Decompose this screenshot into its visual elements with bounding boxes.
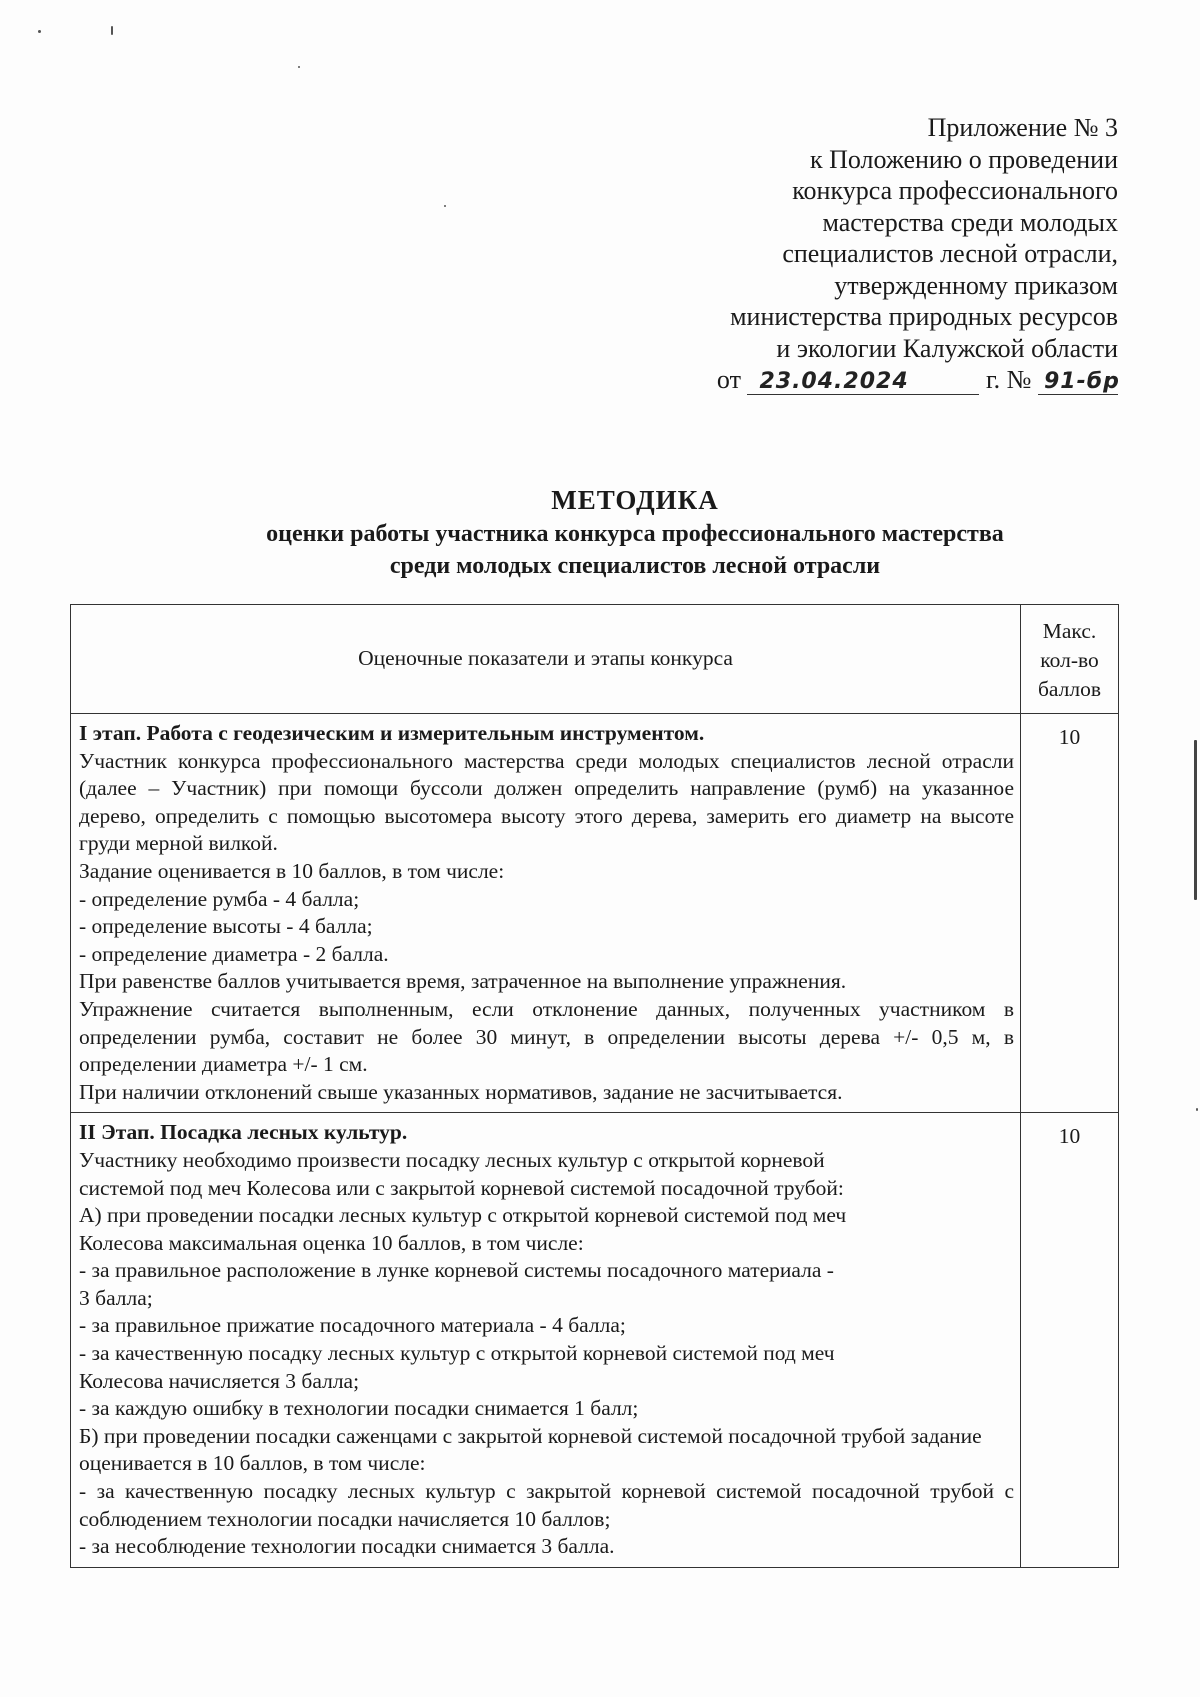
stage-text: Участник конкурса профессионального мастерства среди молодых специалистов лесной отрасли (далее – Участник) при помощи буссоли должен определить направление (румб) на указанное дерево, определить с помощью высотомера высоту этого дерева, замерить его диаметр на высоте груди мерной вилкой.	[79, 748, 1014, 856]
appendix-line: и экологии Калужской области	[776, 333, 1118, 363]
table-row	[71, 1113, 1119, 1568]
stage-text: - за несоблюдение технологии посадки снимается 3 балла.	[79, 1534, 615, 1559]
stage-text: - определение диаметра - 2 балла.	[79, 941, 389, 966]
stage-text: При равенстве баллов учитывается время, затраченное на выполнение упражнения.	[79, 969, 847, 994]
table-header-row	[71, 605, 1119, 714]
order-date-field	[747, 368, 979, 395]
stage-text: - за качественную посадку лесных культур с открытой корневой системой под меч	[79, 1341, 835, 1366]
year-number-label: г. №	[985, 365, 1032, 394]
stage-text: - определение высоты - 4 балла;	[79, 914, 373, 939]
stage-text: системой под меч Колесова или с закрытой корневой системой посадочной трубой:	[79, 1175, 844, 1200]
appendix-line: министерства природных ресурсов	[730, 302, 1118, 331]
order-date-line	[558, 364, 1118, 396]
stage-text: А) при проведении посадки лесных культур с открытой корневой системой под меч	[79, 1203, 847, 1228]
order-date-handwritten: 23.04.2024	[759, 369, 909, 394]
stage-text: Б) при проведении посадки саженцами с закрытой корневой системой посадочной трубой задание оценивается в 10 баллов, в том числе:	[79, 1423, 982, 1476]
stage-text: При наличии отклонений свыше указанных нормативов, задание не засчитывается.	[79, 1079, 843, 1104]
header-max-score	[1021, 605, 1119, 714]
stage-2-description	[71, 1113, 1021, 1568]
stage-2-title: II Этап. Посадка лесных культур.	[79, 1120, 408, 1145]
stage-text: - за правильное прижатие посадочного материала - 4 балла;	[79, 1313, 626, 1338]
stage-1-title: I этап. Работа с геодезическим и измерительным инструментом.	[79, 721, 705, 745]
scan-speck	[444, 205, 446, 207]
table-row	[71, 714, 1119, 1113]
stage-1-score: 10	[1021, 714, 1119, 1113]
appendix-line: Приложение № 3	[927, 113, 1118, 142]
order-number-field	[1038, 368, 1118, 395]
scan-speck	[1194, 740, 1197, 900]
evaluation-table	[70, 604, 1119, 1568]
stage-text: Упражнение считается выполненным, если отклонение данных, полученных участником в определении румба, составит не более 30 минут, в определении высоты дерева +/- 0,5 м, в определении диаметра +/- 1 см.	[79, 996, 1014, 1077]
scan-speck	[298, 66, 300, 68]
appendix-line: специалистов лесной отрасли,	[782, 239, 1118, 268]
appendix-line: утвержденному приказом	[834, 270, 1118, 300]
stage-1-description	[71, 714, 1021, 1113]
title-subtitle-1: оценки работы участника конкурса профессионального мастерства	[266, 521, 1004, 547]
stage-text: Задание оценивается в 10 баллов, в том числе:	[79, 858, 505, 883]
from-label: от	[716, 365, 741, 394]
stage-text: - за качественную посадку лесных культур с закрытой корневой системой посадочной трубой с соблюдением технологии посадки начисляется 10 баллов;	[79, 1479, 1014, 1531]
order-number-handwritten: 91-бр	[1044, 369, 1120, 394]
appendix-line: мастерства среди молодых	[822, 207, 1118, 237]
title-main: МЕТОДИКА	[551, 485, 719, 515]
stage-text: - за каждую ошибку в технологии посадки снимается 1 балл;	[79, 1396, 639, 1421]
stage-2-score: 10	[1021, 1113, 1119, 1568]
stage-text: Участнику необходимо произвести посадку лесных культур с открытой корневой	[79, 1147, 825, 1172]
stage-text: Колесова начисляется 3 балла;	[79, 1368, 360, 1393]
header-max-line: баллов	[1037, 677, 1102, 701]
stage-text: Колесова максимальная оценка 10 баллов, в том числе:	[79, 1230, 584, 1255]
title-subtitle-2: среди молодых специалистов лесной отрасли	[389, 553, 881, 579]
document-title	[0, 483, 1200, 582]
appendix-block	[558, 112, 1118, 396]
stage-text: - определение румба - 4 балла;	[79, 886, 360, 911]
scan-speck	[1196, 1108, 1198, 1111]
scan-speck	[111, 26, 113, 35]
header-max-line: Макс.	[1042, 619, 1097, 643]
header-max-line: кол-во	[1040, 648, 1099, 672]
header-criteria: Оценочные показатели и этапы конкурса	[71, 605, 1021, 714]
stage-text: - за правильное расположение в лунке корневой системы посадочного материала -	[79, 1258, 834, 1283]
scan-speck	[38, 30, 41, 33]
appendix-line: конкурса профессионального	[792, 176, 1118, 205]
stage-text: 3 балла;	[79, 1285, 153, 1310]
appendix-line: к Положению о проведении	[809, 144, 1118, 174]
